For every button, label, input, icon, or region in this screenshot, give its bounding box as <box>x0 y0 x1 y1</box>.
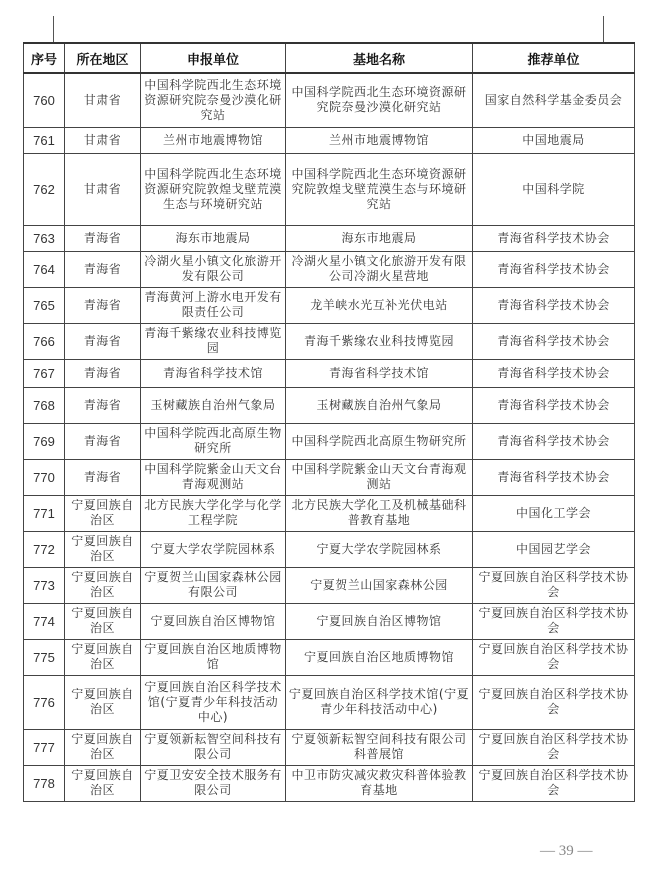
region-cell: 青海省 <box>65 287 141 323</box>
applicant-cell: 兰州市地震博物馆 <box>141 127 286 153</box>
region-cell: 青海省 <box>65 387 141 423</box>
base-name-cell: 宁夏领新耘智空间科技有限公司科普展馆 <box>286 729 473 765</box>
table-row <box>24 639 635 675</box>
base-name-cell: 海东市地震局 <box>286 225 473 251</box>
applicant-cell: 青海省科学技术馆 <box>141 359 286 387</box>
header-region: 所在地区 <box>65 43 141 73</box>
serial-number-cell: 761 <box>24 127 65 153</box>
table-row <box>24 153 635 225</box>
recommender-cell: 中国地震局 <box>473 127 635 153</box>
region-cell: 宁夏回族自治区 <box>65 675 141 729</box>
header-recommender: 推荐单位 <box>473 43 635 73</box>
region-cell: 宁夏回族自治区 <box>65 603 141 639</box>
table-header-row <box>24 43 635 73</box>
base-name-cell: 兰州市地震博物馆 <box>286 127 473 153</box>
recommender-cell: 青海省科学技术协会 <box>473 225 635 251</box>
applicant-cell: 中国科学院紫金山天文台青海观测站 <box>141 459 286 495</box>
recommender-cell: 青海省科学技术协会 <box>473 287 635 323</box>
base-name-cell: 中卫市防灾减灾救灾科普体验教育基地 <box>286 765 473 801</box>
applicant-cell: 宁夏卫安安全技术服务有限公司 <box>141 765 286 801</box>
serial-number-cell: 771 <box>24 495 65 531</box>
serial-number-cell: 760 <box>24 73 65 127</box>
region-cell: 宁夏回族自治区 <box>65 639 141 675</box>
base-name-cell: 玉树藏族自治州气象局 <box>286 387 473 423</box>
recommender-cell: 青海省科学技术协会 <box>473 387 635 423</box>
table-row <box>24 531 635 567</box>
recommender-cell: 宁夏回族自治区科学技术协会 <box>473 567 635 603</box>
table-row <box>24 387 635 423</box>
recommender-cell: 青海省科学技术协会 <box>473 459 635 495</box>
region-cell: 青海省 <box>65 225 141 251</box>
base-name-cell: 北方民族大学化工及机械基础科普教育基地 <box>286 495 473 531</box>
table-row <box>24 127 635 153</box>
applicant-cell: 中国科学院西北生态环境资源研究院奈曼沙漠化研究站 <box>141 73 286 127</box>
recommender-cell: 青海省科学技术协会 <box>473 323 635 359</box>
region-cell: 甘肃省 <box>65 127 141 153</box>
recommender-cell: 宁夏回族自治区科学技术协会 <box>473 765 635 801</box>
applicant-cell: 宁夏大学农学院园林系 <box>141 531 286 567</box>
applicant-cell: 宁夏回族自治区博物馆 <box>141 603 286 639</box>
crop-mark-left <box>53 16 54 42</box>
base-name-cell: 龙羊峡水光互补光伏电站 <box>286 287 473 323</box>
region-cell: 宁夏回族自治区 <box>65 531 141 567</box>
region-cell: 宁夏回族自治区 <box>65 729 141 765</box>
serial-number-cell: 770 <box>24 459 65 495</box>
applicant-cell: 青海千紫缘农业科技博览园 <box>141 323 286 359</box>
base-name-cell: 宁夏贺兰山国家森林公园 <box>286 567 473 603</box>
recommender-cell: 中国园艺学会 <box>473 531 635 567</box>
region-cell: 宁夏回族自治区 <box>65 567 141 603</box>
applicant-cell: 北方民族大学化学与化学工程学院 <box>141 495 286 531</box>
serial-number-cell: 777 <box>24 729 65 765</box>
base-name-cell: 青海省科学技术馆 <box>286 359 473 387</box>
serial-number-cell: 769 <box>24 423 65 459</box>
applicant-cell: 宁夏领新耘智空间科技有限公司 <box>141 729 286 765</box>
base-name-cell: 冷湖火星小镇文化旅游开发有限公司冷湖火星营地 <box>286 251 473 287</box>
base-name-cell: 中国科学院西北生态环境资源研究院敦煌戈壁荒漠生态与环境研究站 <box>286 153 473 225</box>
recommender-cell: 宁夏回族自治区科学技术协会 <box>473 729 635 765</box>
base-list-table <box>23 42 635 802</box>
recommender-cell: 宁夏回族自治区科学技术协会 <box>473 639 635 675</box>
region-cell: 青海省 <box>65 359 141 387</box>
serial-number-cell: 774 <box>24 603 65 639</box>
serial-number-cell: 778 <box>24 765 65 801</box>
serial-number-cell: 775 <box>24 639 65 675</box>
table-row <box>24 323 635 359</box>
page-number: — 39 — <box>540 843 593 859</box>
table-row <box>24 459 635 495</box>
table-row <box>24 73 635 127</box>
base-name-cell: 中国科学院西北高原生物研究所 <box>286 423 473 459</box>
applicant-cell: 宁夏回族自治区科学技术馆(宁夏青少年科技活动中心) <box>141 675 286 729</box>
region-cell: 甘肃省 <box>65 153 141 225</box>
applicant-cell: 青海黄河上游水电开发有限责任公司 <box>141 287 286 323</box>
header-serial-number: 序号 <box>24 43 65 73</box>
table-row <box>24 675 635 729</box>
table-row <box>24 423 635 459</box>
table-row <box>24 251 635 287</box>
applicant-cell: 玉树藏族自治州气象局 <box>141 387 286 423</box>
recommender-cell: 中国科学院 <box>473 153 635 225</box>
header-base-name: 基地名称 <box>286 43 473 73</box>
table-row <box>24 765 635 801</box>
region-cell: 宁夏回族自治区 <box>65 495 141 531</box>
table-row <box>24 495 635 531</box>
base-name-cell: 宁夏回族自治区地质博物馆 <box>286 639 473 675</box>
base-name-cell: 中国科学院紫金山天文台青海观测站 <box>286 459 473 495</box>
table-row <box>24 287 635 323</box>
region-cell: 青海省 <box>65 459 141 495</box>
recommender-cell: 中国化工学会 <box>473 495 635 531</box>
applicant-cell: 宁夏贺兰山国家森林公园有限公司 <box>141 567 286 603</box>
serial-number-cell: 766 <box>24 323 65 359</box>
base-name-cell: 中国科学院西北生态环境资源研究院奈曼沙漠化研究站 <box>286 73 473 127</box>
recommender-cell: 青海省科学技术协会 <box>473 251 635 287</box>
base-name-cell: 宁夏大学农学院园林系 <box>286 531 473 567</box>
recommender-cell: 青海省科学技术协会 <box>473 359 635 387</box>
region-cell: 青海省 <box>65 323 141 359</box>
table-row <box>24 729 635 765</box>
applicant-cell: 中国科学院西北生态环境资源研究院敦煌戈壁荒漠生态与环境研究站 <box>141 153 286 225</box>
serial-number-cell: 768 <box>24 387 65 423</box>
serial-number-cell: 765 <box>24 287 65 323</box>
table-body <box>24 73 635 801</box>
applicant-cell: 海东市地震局 <box>141 225 286 251</box>
base-name-cell: 宁夏回族自治区科学技术馆(宁夏青少年科技活动中心) <box>286 675 473 729</box>
header-applicant: 申报单位 <box>141 43 286 73</box>
serial-number-cell: 776 <box>24 675 65 729</box>
region-cell: 甘肃省 <box>65 73 141 127</box>
serial-number-cell: 772 <box>24 531 65 567</box>
table-row <box>24 567 635 603</box>
crop-mark-right <box>603 16 604 42</box>
recommender-cell: 国家自然科学基金委员会 <box>473 73 635 127</box>
applicant-cell: 中国科学院西北高原生物研究所 <box>141 423 286 459</box>
table-row <box>24 359 635 387</box>
region-cell: 宁夏回族自治区 <box>65 765 141 801</box>
recommender-cell: 宁夏回族自治区科学技术协会 <box>473 603 635 639</box>
base-name-cell: 宁夏回族自治区博物馆 <box>286 603 473 639</box>
table-row <box>24 225 635 251</box>
serial-number-cell: 767 <box>24 359 65 387</box>
base-name-cell: 青海千紫缘农业科技博览园 <box>286 323 473 359</box>
serial-number-cell: 762 <box>24 153 65 225</box>
recommender-cell: 宁夏回族自治区科学技术协会 <box>473 675 635 729</box>
region-cell: 青海省 <box>65 251 141 287</box>
applicant-cell: 宁夏回族自治区地质博物馆 <box>141 639 286 675</box>
serial-number-cell: 763 <box>24 225 65 251</box>
applicant-cell: 冷湖火星小镇文化旅游开发有限公司 <box>141 251 286 287</box>
table-row <box>24 603 635 639</box>
serial-number-cell: 773 <box>24 567 65 603</box>
recommender-cell: 青海省科学技术协会 <box>473 423 635 459</box>
region-cell: 青海省 <box>65 423 141 459</box>
serial-number-cell: 764 <box>24 251 65 287</box>
